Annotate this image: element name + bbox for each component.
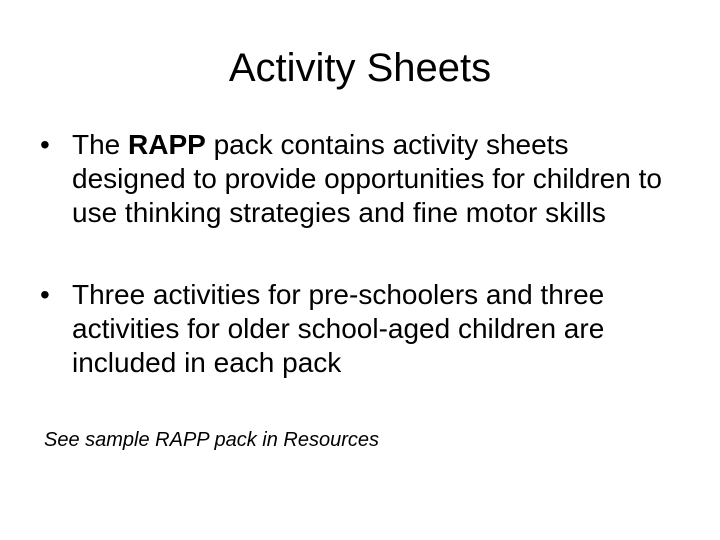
bullet-text-suffix: pack contains activity sheets designed to provide opportunities for children to use thinking strategies and fine motor skills bbox=[72, 129, 662, 228]
bullet-dot-icon: • bbox=[40, 279, 50, 310]
bullet-text-prefix: The bbox=[72, 129, 129, 160]
resource-note: See sample RAPP pack in Resources bbox=[44, 429, 379, 451]
bullet-item bbox=[36, 128, 676, 230]
bullet-text: Three activities for pre-schoolers and three activities for older school-aged children are included in each pack bbox=[72, 279, 605, 378]
slide-title: Activity Sheets bbox=[228, 46, 492, 90]
bullet-text-bold: RAPP bbox=[128, 129, 206, 160]
bullet-dot-icon: • bbox=[40, 129, 50, 160]
bullet-item bbox=[36, 278, 676, 380]
bullet-list bbox=[36, 128, 676, 380]
